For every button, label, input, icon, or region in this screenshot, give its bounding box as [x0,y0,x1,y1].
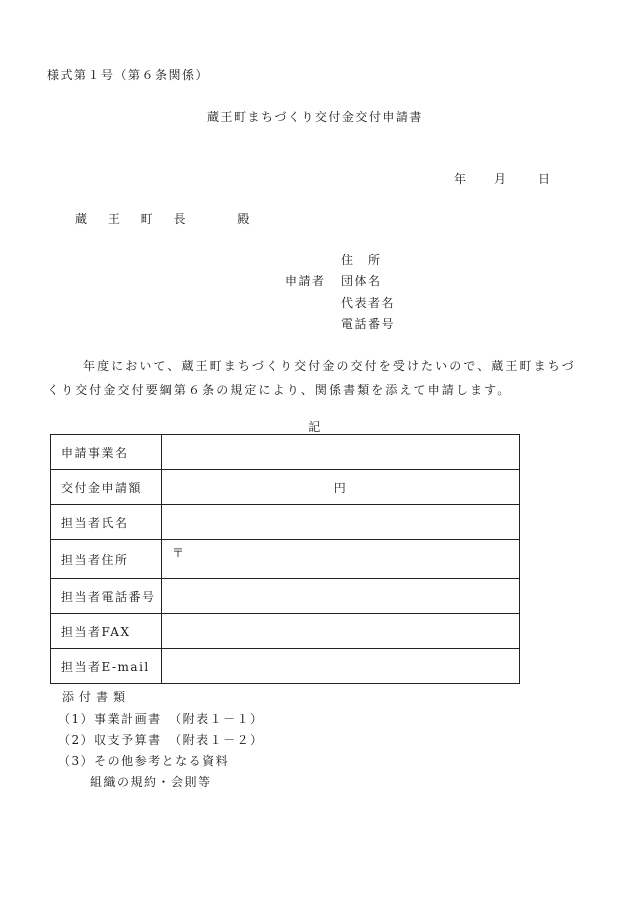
table-row [51,579,520,614]
attachment-item: （1）事業計画書 （附表１－１） [58,712,264,726]
addressee-char: 蔵 [75,212,88,226]
row-label: 申請事業名 [51,435,162,470]
row-label: 担当者住所 [51,540,162,579]
applicant-phone-label: 電話番号 [341,317,396,331]
grant-amount-field[interactable]: 円 [162,470,520,505]
date-month: 月 [494,172,508,186]
ki-heading: 記 [308,420,322,434]
application-table [50,434,520,684]
contact-phone-field[interactable] [162,579,520,614]
date-year: 年 [454,172,468,186]
addressee-char: 王 [107,212,120,226]
addressee-honorific: 殿 [237,212,250,226]
contact-name-field[interactable] [162,505,520,540]
project-name-field[interactable] [162,435,520,470]
applicant-representative-label: 代表者名 [341,296,396,310]
contact-address-field[interactable]: 〒 [162,540,520,579]
applicant-address-label: 住 所 [341,253,382,267]
addressee-char: 町 [140,212,153,226]
table-row [51,614,520,649]
date-day: 日 [538,172,552,186]
applicant-group-name-label: 団体名 [341,274,382,288]
row-label: 担当者E-mail [51,649,162,684]
contact-email-field[interactable] [162,649,520,684]
addressee [75,210,249,227]
row-label: 担当者FAX [51,614,162,649]
row-label: 交付金申請額 [51,470,162,505]
table-row [51,505,520,540]
table-row [51,435,520,470]
table-row [51,470,520,505]
addressee-char: 長 [173,212,186,226]
document-title: 蔵王町まちづくり交付金交付申請書 [207,110,423,124]
application-statement: 年度において、蔵王町まちづくり交付金の交付を受けたいので、蔵王町まちづくり交付金交付要綱第６条の規定により、関係書類を添えて申請します。 [47,359,576,397]
attachment-item: （2）収支予算書 （附表１－２） [58,733,264,747]
date-line [454,170,552,187]
table-row [51,649,520,684]
contact-fax-field[interactable] [162,614,520,649]
attachment-item: （3）その他参考となる資料 [58,754,230,768]
attachments-title: 添付書類 [62,690,131,704]
row-label: 担当者氏名 [51,505,162,540]
table-row [51,540,520,579]
form-number: 様式第１号（第６条関係） [47,68,210,82]
applicant-label: 申請者 [285,274,326,288]
row-label: 担当者電話番号 [51,579,162,614]
attachment-sub-item: 組織の規約・会則等 [90,775,212,789]
